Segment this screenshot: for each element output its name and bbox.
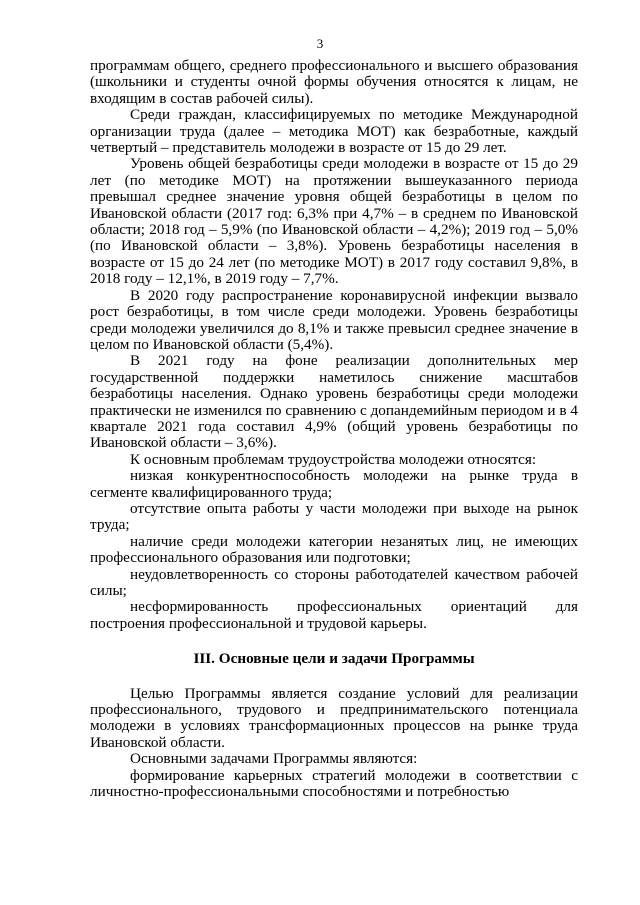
paragraph-program-goal: Целью Программы является создание условий для реализации профессионального, трудового и предпринимательского потенциала молодежи в условиях трансформационных процессов на рынке труда Ивановской области. <box>90 684 578 751</box>
paragraph-tasks-intro: Основными задачами Программы являются: <box>130 750 418 768</box>
paragraph-problems-intro: К основным проблемам трудоустройства молодежи относятся: <box>130 450 537 468</box>
page-number: 3 <box>316 36 324 51</box>
paragraph-2020-covid: В 2020 году распространение коронавирусной инфекции вызвало рост безработицы, в том числе среди молодежи. Уровень безработицы среди молодежи увеличился до 8,1% и также превысил среднее значение в целом по Ивановской области (5,4%). <box>90 286 578 353</box>
problem-item: низкая конкурентноспособность молодежи на рынке труда в сегменте квалифицированного труда; <box>90 467 578 501</box>
problem-item: наличие среди молодежи категории незанятых лиц, не имеющих профессионального образования или подготовки; <box>90 532 578 567</box>
paragraph-unemployed-share: Среди граждан, классифицируемых по методике Международной организации труда (далее – методика МОТ) как безработные, каждый четвертый – представитель молодежи в возрасте от 15 до 29 лет. <box>90 106 578 157</box>
document-body <box>90 58 578 800</box>
problem-item: неудовлетворенность со стороны работодателей качеством рабочей силы; <box>90 565 578 599</box>
task-item: формирование карьерных стратегий молодежи в соответствии с личностно-профессиональными способностями и потребностью <box>90 766 578 801</box>
problem-item: отсутствие опыта работы у части молодежи при выходе на рынок труда; <box>90 499 578 534</box>
section-heading: III. Основные цели и задачи Программы <box>193 650 475 668</box>
paragraph-2021: В 2021 году на фоне реализации дополнительных мер государственной поддержки наметилось снижение масштабов безработицы населения. Однако уровень безработицы среди молодежи практически не изменился по сравнению с допандемийным периодом и в 4 квартале 2021 года составил 4,9% (общий уровень безработицы по Ивановской области – 3,6%). <box>90 352 578 452</box>
paragraph-continuation: программам общего, среднего профессионального и высшего образования (школьники и студенты очной формы обучения относятся к лицам, не входящим в состав рабочей силы). <box>90 57 578 107</box>
problem-item: несформированность профессиональных ориентаций для построения профессиональной и трудовой карьеры. <box>90 598 578 632</box>
paragraph-youth-unemployment-rates: Уровень общей безработицы среди молодежи в возрасте от 15 до 29 лет (по методике МОТ) на протяжении вышеуказанного периода превышал среднее значение уровня общей безработицы в целом по Ивановской области (2017 год: 6,3% при 4,7% – в среднем по Ивановской области; 2018 год – 5,9% (по Ивановской области – 4,2%); 2019 год – 5,0% (по Ивановской области – 3,8%). Уровень безработицы населения в возрасте от 15 до 24 лет (по методике МОТ) в 2017 году составил 9,8%, в 2018 году – 12,1%, в 2019 году – 7,7%. <box>90 155 578 288</box>
